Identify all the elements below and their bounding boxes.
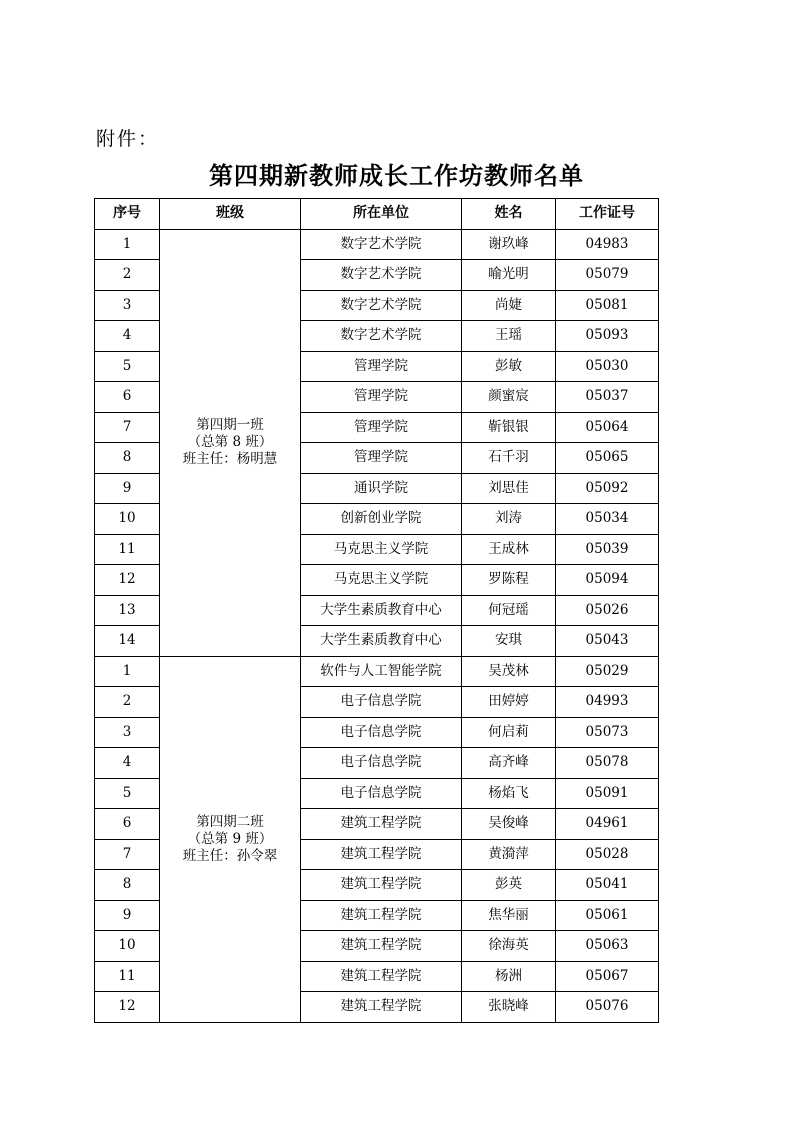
unit-cell: 管理学院 <box>301 443 462 474</box>
teacher-name-cell: 尚婕 <box>462 290 556 321</box>
unit-cell: 管理学院 <box>301 412 462 443</box>
work-id-cell: 05078 <box>556 748 659 779</box>
work-id-cell: 05079 <box>556 260 659 291</box>
serial-number-cell: 1 <box>95 229 160 260</box>
teacher-name-cell: 彭英 <box>462 870 556 901</box>
teacher-name-cell: 谢玖峰 <box>462 229 556 260</box>
serial-number-cell: 3 <box>95 717 160 748</box>
header-work-id: 工作证号 <box>556 199 659 230</box>
work-id-cell: 04961 <box>556 809 659 840</box>
work-id-cell: 04983 <box>556 229 659 260</box>
teacher-name-cell: 高齐峰 <box>462 748 556 779</box>
table-header-row <box>95 199 659 230</box>
unit-cell: 数字艺术学院 <box>301 260 462 291</box>
unit-cell: 软件与人工智能学院 <box>301 656 462 687</box>
unit-cell: 电子信息学院 <box>301 778 462 809</box>
serial-number-cell: 10 <box>95 504 160 535</box>
teacher-name-cell: 喻光明 <box>462 260 556 291</box>
teacher-name-cell: 石千羽 <box>462 443 556 474</box>
teacher-name-cell: 吴俊峰 <box>462 809 556 840</box>
work-id-cell: 05081 <box>556 290 659 321</box>
work-id-cell: 05094 <box>556 565 659 596</box>
work-id-cell: 05091 <box>556 778 659 809</box>
teacher-name-cell: 罗陈程 <box>462 565 556 596</box>
work-id-cell: 05041 <box>556 870 659 901</box>
work-id-cell: 05093 <box>556 321 659 352</box>
header-unit: 所在单位 <box>301 199 462 230</box>
class-cell <box>160 229 301 656</box>
work-id-cell: 05029 <box>556 656 659 687</box>
serial-number-cell: 8 <box>95 870 160 901</box>
unit-cell: 管理学院 <box>301 351 462 382</box>
unit-cell: 建筑工程学院 <box>301 992 462 1023</box>
class-cell <box>160 656 301 1022</box>
header-name: 姓名 <box>462 199 556 230</box>
unit-cell: 数字艺术学院 <box>301 321 462 352</box>
serial-number-cell: 14 <box>95 626 160 657</box>
serial-number-cell: 12 <box>95 992 160 1023</box>
work-id-cell: 05043 <box>556 626 659 657</box>
work-id-cell: 05064 <box>556 412 659 443</box>
teacher-name-cell: 杨洲 <box>462 961 556 992</box>
unit-cell: 电子信息学院 <box>301 717 462 748</box>
unit-cell: 建筑工程学院 <box>301 870 462 901</box>
class-teacher: 班主任：杨明慧 <box>182 451 278 467</box>
serial-number-cell: 11 <box>95 534 160 565</box>
table-row <box>95 229 659 260</box>
teacher-name-cell: 刘涛 <box>462 504 556 535</box>
teacher-name-cell: 吴茂林 <box>462 656 556 687</box>
unit-cell: 建筑工程学院 <box>301 931 462 962</box>
document-title: 第四期新教师成长工作坊教师名单 <box>209 161 584 190</box>
work-id-cell: 04993 <box>556 687 659 718</box>
unit-cell: 数字艺术学院 <box>301 229 462 260</box>
unit-cell: 马克思主义学院 <box>301 565 462 596</box>
teacher-name-cell: 安琪 <box>462 626 556 657</box>
serial-number-cell: 7 <box>95 412 160 443</box>
table-body <box>95 229 659 1022</box>
unit-cell: 大学生素质教育中心 <box>301 595 462 626</box>
unit-cell: 建筑工程学院 <box>301 809 462 840</box>
serial-number-cell: 6 <box>95 809 160 840</box>
work-id-cell: 05028 <box>556 839 659 870</box>
teacher-name-cell: 黄漪萍 <box>462 839 556 870</box>
teacher-name-cell: 杨焰飞 <box>462 778 556 809</box>
serial-number-cell: 6 <box>95 382 160 413</box>
work-id-cell: 05037 <box>556 382 659 413</box>
teacher-name-cell: 徐海英 <box>462 931 556 962</box>
serial-number-cell: 2 <box>95 687 160 718</box>
serial-number-cell: 13 <box>95 595 160 626</box>
serial-number-cell: 12 <box>95 565 160 596</box>
work-id-cell: 05076 <box>556 992 659 1023</box>
serial-number-cell: 4 <box>95 748 160 779</box>
work-id-cell: 05061 <box>556 900 659 931</box>
unit-cell: 创新创业学院 <box>301 504 462 535</box>
unit-cell: 建筑工程学院 <box>301 961 462 992</box>
serial-number-cell: 1 <box>95 656 160 687</box>
work-id-cell: 05067 <box>556 961 659 992</box>
teacher-name-cell: 刘思佳 <box>462 473 556 504</box>
teacher-name-cell: 王瑶 <box>462 321 556 352</box>
teacher-name-cell: 颜蜜宸 <box>462 382 556 413</box>
work-id-cell: 05073 <box>556 717 659 748</box>
work-id-cell: 05026 <box>556 595 659 626</box>
work-id-cell: 05065 <box>556 443 659 474</box>
class-total: （总第 9 班） <box>187 830 273 847</box>
serial-number-cell: 2 <box>95 260 160 291</box>
unit-cell: 马克思主义学院 <box>301 534 462 565</box>
class-name: 第四期二班 <box>196 813 264 830</box>
serial-number-cell: 3 <box>95 290 160 321</box>
teacher-name-cell: 靳银银 <box>462 412 556 443</box>
serial-number-cell: 10 <box>95 931 160 962</box>
serial-number-cell: 5 <box>95 351 160 382</box>
serial-number-cell: 4 <box>95 321 160 352</box>
attachment-label: 附件： <box>96 128 160 150</box>
work-id-cell: 05092 <box>556 473 659 504</box>
unit-cell: 建筑工程学院 <box>301 900 462 931</box>
teacher-name-cell: 王成林 <box>462 534 556 565</box>
unit-cell: 数字艺术学院 <box>301 290 462 321</box>
serial-number-cell: 7 <box>95 839 160 870</box>
work-id-cell: 05034 <box>556 504 659 535</box>
serial-number-cell: 11 <box>95 961 160 992</box>
serial-number-cell: 8 <box>95 443 160 474</box>
teacher-name-cell: 何启莉 <box>462 717 556 748</box>
teacher-name-cell: 焦华丽 <box>462 900 556 931</box>
class-total: （总第 8 班） <box>187 434 273 450</box>
unit-cell: 建筑工程学院 <box>301 839 462 870</box>
teacher-name-cell: 张晓峰 <box>462 992 556 1023</box>
teacher-name-cell: 何冠瑶 <box>462 595 556 626</box>
unit-cell: 管理学院 <box>301 382 462 413</box>
work-id-cell: 05030 <box>556 351 659 382</box>
header-class: 班级 <box>160 199 301 230</box>
serial-number-cell: 5 <box>95 778 160 809</box>
class-name: 第四期一班 <box>196 417 264 433</box>
unit-cell: 通识学院 <box>301 473 462 504</box>
table-row <box>95 656 659 687</box>
unit-cell: 大学生素质教育中心 <box>301 626 462 657</box>
unit-cell: 电子信息学院 <box>301 687 462 718</box>
teacher-name-cell: 田婷婷 <box>462 687 556 718</box>
work-id-cell: 05063 <box>556 931 659 962</box>
teacher-roster-table <box>94 198 659 1023</box>
class-teacher: 班主任：孙令翠 <box>182 847 278 864</box>
serial-number-cell: 9 <box>95 473 160 504</box>
teacher-name-cell: 彭敏 <box>462 351 556 382</box>
work-id-cell: 05039 <box>556 534 659 565</box>
unit-cell: 电子信息学院 <box>301 748 462 779</box>
serial-number-cell: 9 <box>95 900 160 931</box>
header-serial-number: 序号 <box>95 199 160 230</box>
